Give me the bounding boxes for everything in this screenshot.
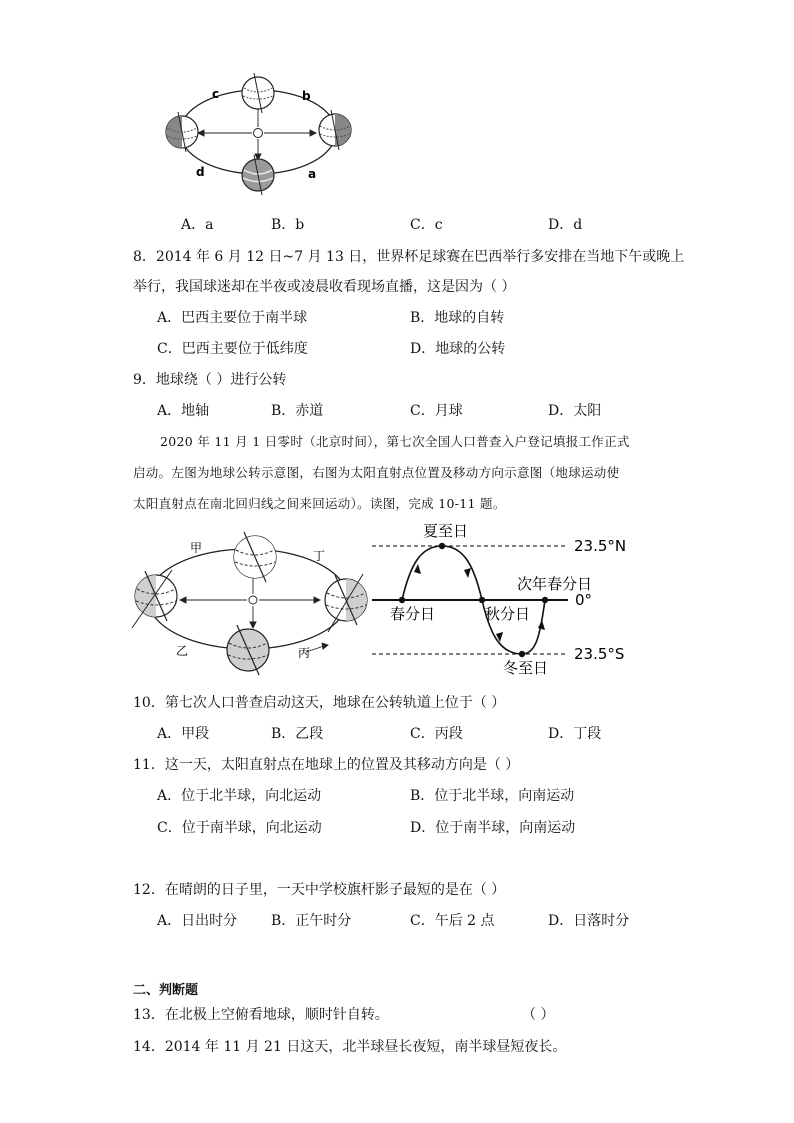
q7-option-b[interactable]: B．b (271, 217, 305, 233)
q14-text: 14．2014 年 11 月 21 日这天，北半球昼长夜短，南半球昼短夜长。 (133, 1039, 567, 1055)
q8-option-a[interactable]: A．巴西主要位于南半球 (157, 310, 308, 326)
globe-right (319, 110, 351, 150)
orbit-label-a: a (308, 167, 317, 181)
q11-option-b[interactable]: B．位于北半球，向南运动 (410, 788, 575, 804)
q9-text: 9．地球绕（ ）进行公转 (133, 372, 287, 388)
q10-option-b[interactable]: B．乙段 (271, 726, 324, 742)
orbit-label-jia: 甲 (190, 541, 203, 555)
q13-text: 13．在北极上空俯看地球，顺时针自转。 (133, 1007, 389, 1023)
label-tropic-north: 23.5°N (574, 537, 627, 555)
q7-option-c[interactable]: C．c (410, 217, 443, 233)
q10-option-c[interactable]: C．丙段 (410, 726, 463, 742)
label-autumn-equinox: 秋分日 (485, 605, 531, 623)
globe-2-left (132, 570, 177, 628)
label-summer-solstice: 夏至日 (423, 522, 469, 540)
q9-option-d[interactable]: D．太阳 (548, 403, 602, 419)
q9-option-c[interactable]: C．月球 (410, 403, 463, 419)
q11-text: 11．这一天，太阳直射点在地球上的位置及其移动方向是（ ） (133, 757, 520, 773)
orbit-label-bing: 丙 (298, 646, 311, 660)
label-next-spring-equinox: 次年春分日 (517, 575, 593, 593)
orbit-label-yi: 乙 (176, 644, 189, 658)
q10-option-d[interactable]: D．丁段 (548, 726, 602, 742)
globe-left (166, 112, 198, 152)
subsolar-figure (370, 518, 640, 678)
q12-option-a[interactable]: A．日出时分 (157, 913, 238, 929)
q10-option-a[interactable]: A．甲段 (157, 726, 210, 742)
q8-option-c[interactable]: C．巴西主要位于低纬度 (157, 341, 308, 357)
q13-answer-blank[interactable]: （ ） (522, 1007, 555, 1023)
q11-option-c[interactable]: C．位于南半球，向北运动 (157, 820, 322, 836)
q11-option-d[interactable]: D．位于南半球，向南运动 (410, 820, 576, 836)
globe-bottom (242, 155, 274, 195)
q8-option-b[interactable]: B．地球的自转 (410, 310, 505, 326)
q8-text-line1: 8．2014 年 6 月 12 日~7 月 13 日，世界杯足球赛在巴西举行多安排在当地下午或晚上 (133, 249, 685, 265)
q7-option-d[interactable]: D．d (548, 217, 583, 233)
q7-option-a[interactable]: A．a (181, 217, 214, 233)
orbit-label-b: b (302, 89, 311, 103)
q11-option-a[interactable]: A．位于北半球，向北运动 (157, 788, 322, 804)
passage-line3: 太阳直射点在南北回归线之间来回运动）。读图，完成 10-11 题。 (133, 496, 506, 511)
q10-text: 10．第七次人口普查启动这天，地球在公转轨道上位于（ ） (133, 695, 506, 711)
q12-option-c[interactable]: C．午后 2 点 (410, 913, 495, 929)
section-heading-judgment: 二、判断题 (133, 983, 199, 998)
q12-text: 12．在晴朗的日子里，一天中学校旗杆影子最短的是在（ ） (133, 882, 506, 898)
sun-icon (254, 129, 263, 138)
label-equator: 0° (575, 591, 593, 609)
q12-option-b[interactable]: B．正午时分 (271, 913, 352, 929)
globe-top (242, 73, 274, 113)
q9-option-b[interactable]: B．赤道 (271, 403, 324, 419)
globe-2-right (325, 574, 367, 632)
orbit-figure-1 (160, 70, 360, 200)
q8-option-d[interactable]: D．地球的公转 (410, 341, 506, 357)
orbit-label-d: d (196, 165, 205, 179)
q12-option-d[interactable]: D．日落时分 (548, 913, 630, 929)
globe-2-bottom (227, 625, 269, 675)
passage-line2: 启动。左图为地球公转示意图，右图为太阳直射点位置及移动方向示意图（地球运动使 (133, 465, 620, 480)
passage-line1: 2020 年 11 月 1 日零时（北京时间），第七次全国人口普查入户登记填报工作正式 (160, 434, 630, 449)
label-tropic-south: 23.5°S (574, 645, 625, 663)
label-winter-solstice: 冬至日 (503, 659, 549, 677)
q8-text-line2: 举行，我国球迷却在半夜或凌晨收看现场直播，这是因为（ ） (133, 279, 516, 295)
sun-icon-2 (245, 592, 261, 608)
orbit-figure-2 (128, 522, 378, 692)
label-spring-equinox: 春分日 (390, 605, 436, 623)
globe-2-top (234, 532, 276, 582)
orbit-label-c: c (212, 87, 220, 101)
orbit-label-ding: 丁 (313, 549, 326, 563)
q9-option-a[interactable]: A．地轴 (157, 403, 210, 419)
